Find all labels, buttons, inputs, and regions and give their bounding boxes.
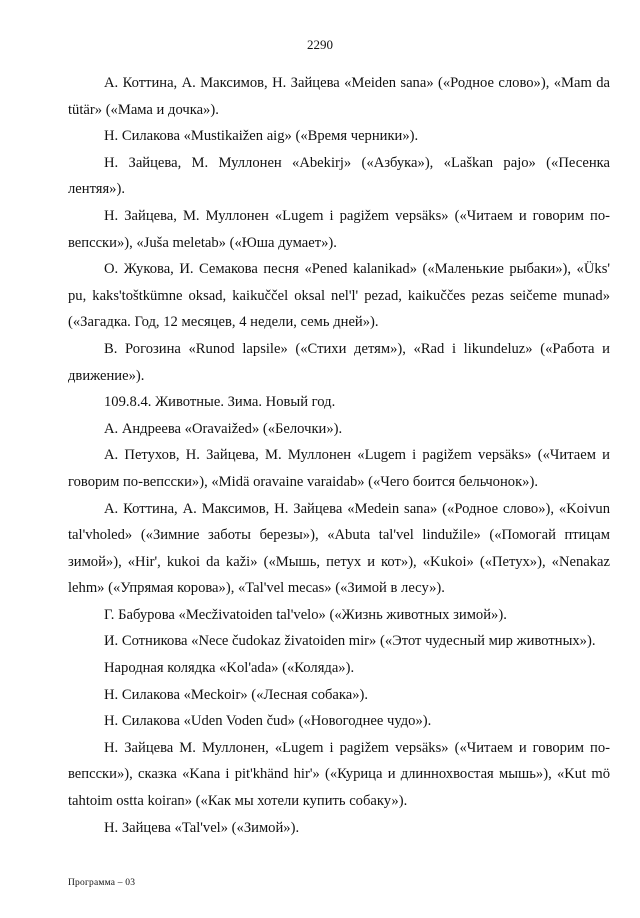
paragraph: Н. Силакова «Meckoir» («Лесная собака»). — [104, 686, 369, 703]
paragraph: Н. Зайцева М. Муллонен, «Lugem i pagižem vepsäks» («Читаем и говорим по-вепсски»), сказка «Kana i pit'khänd hir'» («Курица и длиннохвостая мышь»), «Kut mö tahtoim ostta koiran» («Как мы хотели купить собаку»). — [68, 739, 610, 810]
paragraph: А. Петухов, Н. Зайцева, М. Муллонен «Lugem i pagižem vepsäks» («Читаем и говорим по-вепсски»), «Midä oravaine varaidab» («Чего боится бельчонок»). — [68, 447, 610, 490]
paragraph: Г. Бабурова «Mecživatoiden tal'velo» («Жизнь животных зимой»). — [104, 606, 507, 623]
paragraph: А. Коттина, А. Максимов, Н. Зайцева «Meiden sana» («Родное слово»), «Mam da tütär» («Мама и дочка»). — [68, 75, 610, 118]
paragraph: Н. Зайцева «Tal'vel» («Зимой»). — [104, 819, 300, 836]
paragraph: А. Коттина, А. Максимов, Н. Зайцева «Medein sana» («Родное слово»), «Koivun tal'vholed» («Зимние заботы березы»), «Abuta tal'vel lindužile» («Помогай птицам зимой»), «Hir', kukoi da kaži» («Мышь, петух и кот»), «Kukoi» («Петух»), «Nenakaz lehm» («Упрямая корова»), «Tal'vel mecas» («Зимой в лесу»). — [68, 500, 610, 597]
paragraph: О. Жукова, И. Семакова песня «Pened kalanikad» («Маленькие рыбаки»), «Üks' pu, kaks'toštkümne oksad, kaikuččel oksal nel'l' pezad, kaikuččes pezas seičeme munad» («Загадка. Год, 12 месяцев, 4 недели, семь дней»). — [68, 261, 610, 331]
paragraph: А. Андреева «Oravaižed» («Белочки»). — [104, 420, 343, 437]
paragraph: Н. Силакова «Uden Voden čud» («Новогоднее чудо»). — [104, 713, 432, 730]
paragraph: И. Сотникова «Nece čudokaz živatoiden mir» («Этот чудесный мир животных»). — [104, 633, 596, 650]
section-heading: 109.8.4. Животные. Зима. Новый год. — [104, 394, 336, 411]
page-number: 2290 — [307, 37, 333, 52]
paragraph: Народная колядка «Kol'ada» («Коляда»). — [104, 660, 355, 677]
paragraph: Н. Зайцева, М. Муллонен «Abekirj» («Азбука»), «Laškan pajo» («Песенка лентяя»). — [68, 154, 610, 198]
paragraph: Н. Зайцева, М. Муллонен «Lugem i pagižem vepsäks» («Читаем и говорим по-вепсски»), «Juša meletab» («Юша думает»). — [68, 207, 610, 251]
document-body — [68, 70, 610, 841]
footer-label: Программа – 03 — [68, 878, 136, 888]
paragraph: В. Рогозина «Runod lapsile» («Стихи детям»), «Rad i likundeluz» («Работа и движение»). — [68, 340, 610, 384]
paragraph: Н. Силакова «Mustikaižen aig» («Время черники»). — [104, 128, 419, 145]
